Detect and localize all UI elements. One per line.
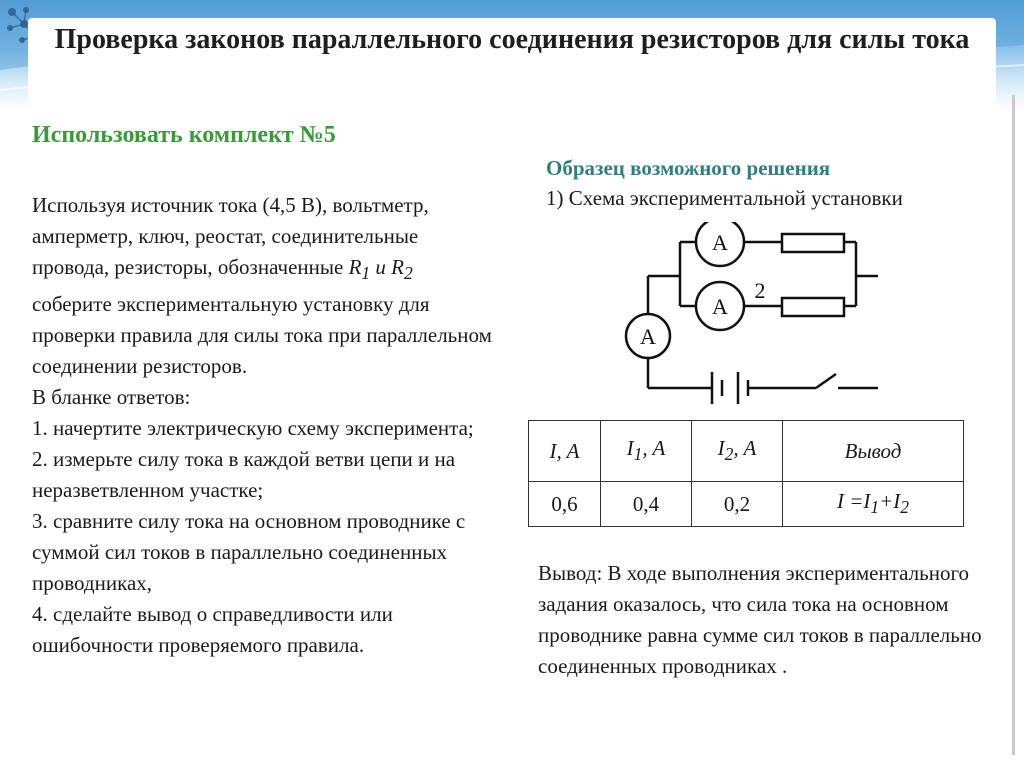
circuit-diagram — [620, 222, 890, 412]
table-row — [529, 482, 964, 527]
ammeter-top-label: A — [712, 230, 728, 255]
header-i2: $I_2$, A — [691, 421, 782, 482]
header-i1: $I_1$, A — [600, 421, 691, 482]
task-step: 2. измерьте силу тока в каждой ветви цепи и на неразветвленном участке; — [32, 447, 456, 503]
value-formula: $I =I_1+I_2$ — [783, 482, 964, 527]
header-i: I, A — [529, 421, 601, 482]
results-table — [528, 420, 964, 527]
value-i: 0,6 — [529, 482, 601, 527]
table-header-row — [529, 421, 964, 482]
value-i1: 0,4 — [600, 482, 691, 527]
ammeter-main-label: A — [640, 324, 656, 349]
task-step: 1. начертите электрическую схему эксперимента; — [32, 416, 474, 441]
task-step: 3. сравните силу тока на основном проводнике с суммой сил токов в параллельно соединенных проводниках, — [32, 509, 466, 596]
conclusion-text: Вывод: В ходе выполнения экспериментального задания оказалось, что сила тока на основном проводнике равна сумме сил токов в параллельно соединенных проводниках . — [538, 561, 982, 678]
scheme-caption: 1) Схема экспериментальной установки — [546, 186, 903, 210]
sample-title: Образец возможного решения — [546, 156, 831, 180]
kit-label: Использовать комплект №5 — [32, 122, 336, 148]
right-divider — [1012, 95, 1015, 755]
ammeter-middle-label: A — [712, 294, 728, 319]
header-conclusion: Вывод — [783, 421, 964, 482]
page-title: Проверка законов параллельного соединения резисторов для силы тока — [54, 24, 970, 55]
task-step: 4. сделайте вывод о справедливости или ошибочности проверяемого правила. — [32, 602, 393, 658]
task-text — [32, 190, 492, 661]
branch-2-label: 2 — [754, 278, 766, 303]
task-blank: В бланке ответов: — [32, 385, 191, 410]
task-intro: Используя источник тока (4,5 В), вольтметр, амперметр, ключ, реостат, соединительные провода, резисторы, обозначенные $R_1$ и $R_2$ соберите экспериментальную установку для проверки правила для силы тока при параллельном соединении резисторов. — [32, 193, 492, 379]
value-i2: 0,2 — [691, 482, 782, 527]
